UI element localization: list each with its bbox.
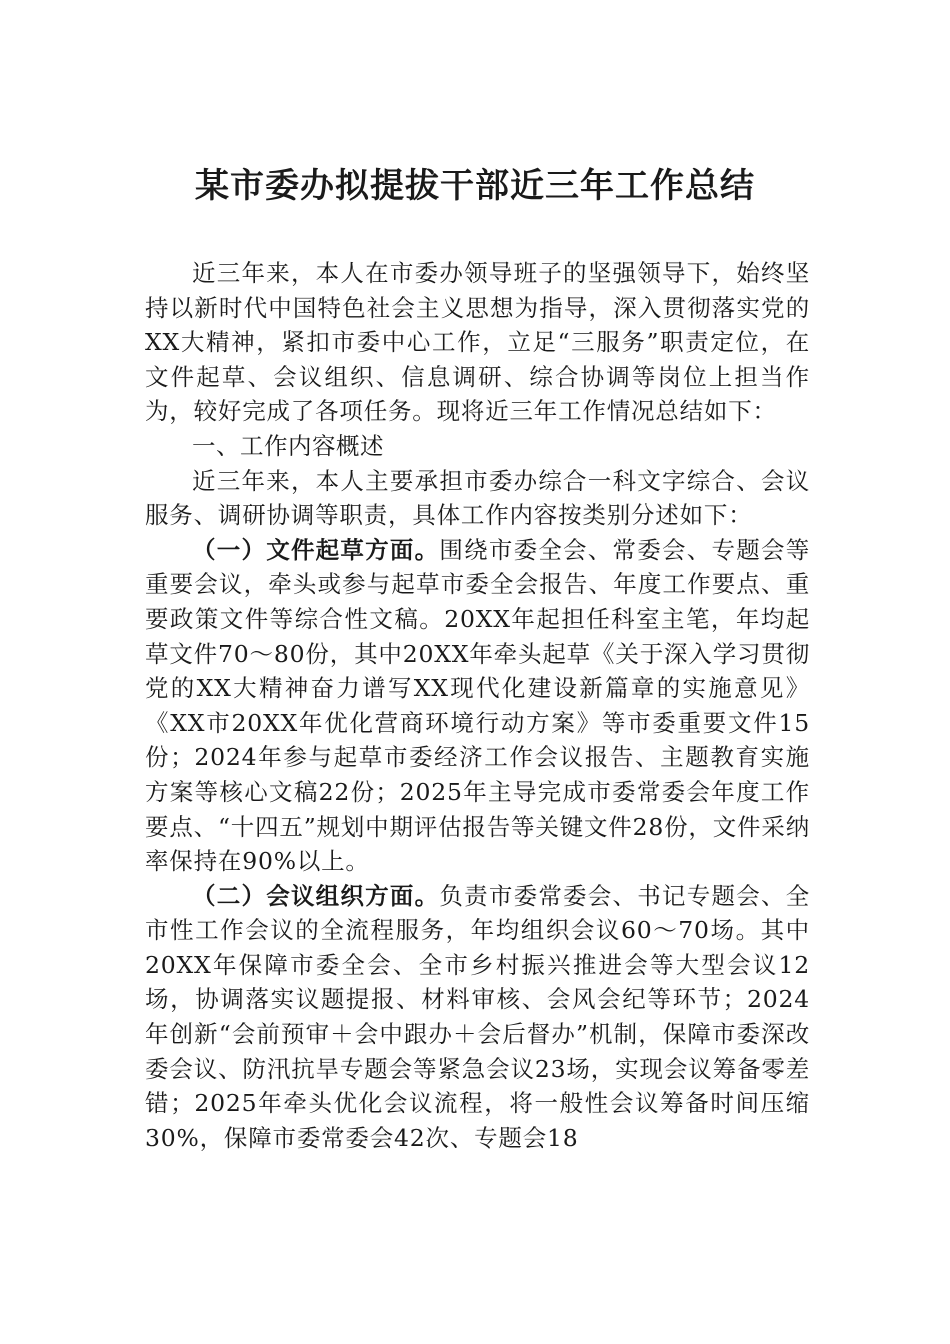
drafting-text: 围绕市委全会、常委会、专题会等重要会议，牵头或参与起草市委全会报告、年度工作要点、重要政策文件等综合性文稿。20XX年起担任科室主笔，年均起草文件70～80份，其中20XX年牵头起草《关于深入学习贯彻党的XX大精神奋力谱写XX现代化建设新篇章的实施意见》《XX市20XX年优化营商环境行动方案》等市委重要文件15份；2024年参与起草市委经济工作会议报告、主题教育实施方案等核心文稿22份；2025年主导完成市委常委会年度工作要点、“十四五”规划中期评估报告等关键文件28份，文件采纳率保持在90%以上。	[145, 535, 810, 876]
document-body	[145, 256, 810, 1155]
drafting-lead: （一）文件起草方面。	[192, 535, 440, 564]
section-heading: 一、工作内容概述	[192, 431, 384, 460]
intro-paragraph: 近三年来，本人在市委办领导班子的坚强领导下，始终坚持以新时代中国特色社会主义思想为指导，深入贯彻落实党的XX大精神，紧扣市委中心工作，立足“三服务”职责定位，在文件起草、会议组织、信息调研、综合协调等岗位上担当作为，较好完成了各项任务。现将近三年工作情况总结如下：	[145, 259, 810, 426]
drafting-paragraph	[145, 533, 810, 879]
meeting-lead: （二）会议组织方面。	[192, 881, 440, 910]
section-summary-paragraph: 近三年来，本人主要承担市委办综合一科文字综合、会议服务、调研协调等职责，具体工作内容按类别分述如下：	[145, 466, 810, 530]
meeting-paragraph	[145, 879, 810, 1156]
document-title: 某市委办拟提拔干部近三年工作总结	[195, 166, 755, 206]
meeting-text: 负责市委常委会、书记专题会、全市性工作会议的全流程服务，年均组织会议60～70场。其中20XX年保障市委全会、全市乡村振兴推进会等大型会议12场，协调落实议题提报、材料审核、会风会纪等环节；2024年创新“会前预审＋会中跟办＋会后督办”机制，保障市委深改委会议、防汛抗旱专题会等紧急会议23场，实现会议筹备零差错；2025年牵头优化会议流程，将一般性会议筹备时间压缩30%，保障市委常委会42次、专题会18	[145, 881, 810, 1152]
